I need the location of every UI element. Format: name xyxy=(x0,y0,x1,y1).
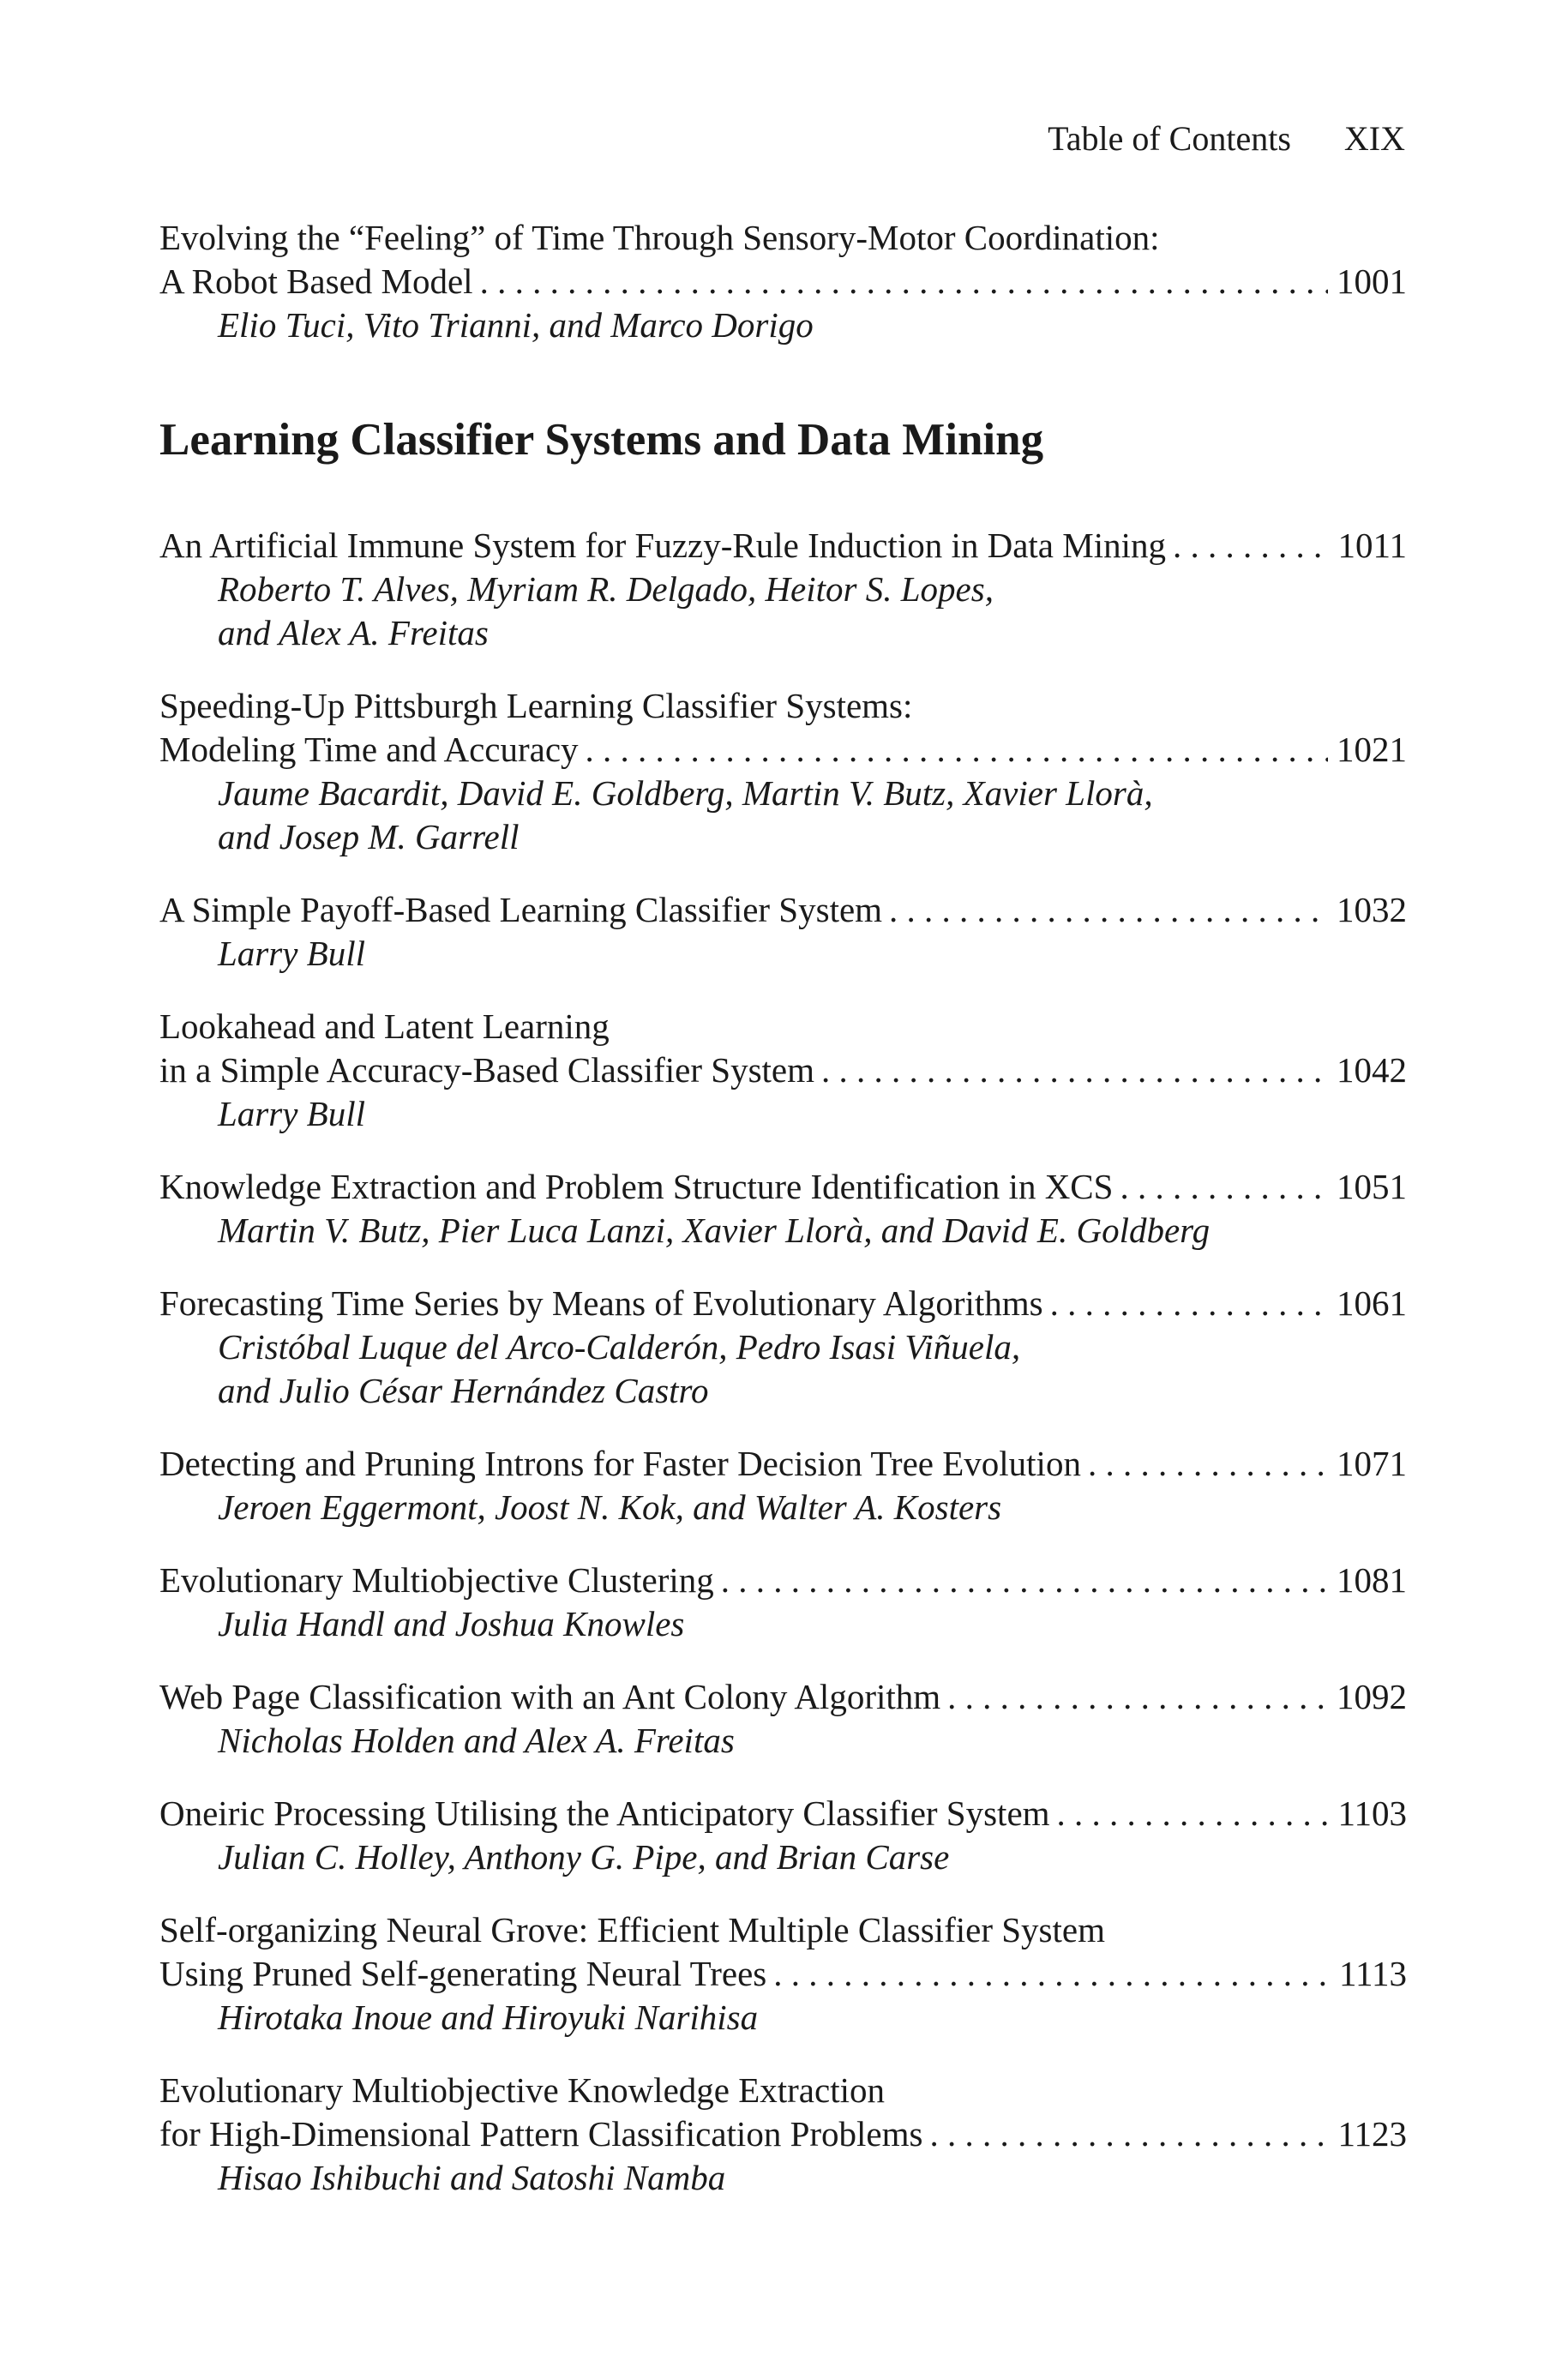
toc-entry-title: Evolutionary Multiobjective Clustering xyxy=(159,1560,714,1600)
dot-leader xyxy=(889,888,1328,932)
toc-entry-title-line xyxy=(159,2069,1407,2112)
toc-entry-title: Self-organizing Neural Grove: Efficient Multiple Classifier System xyxy=(159,1910,1105,1949)
toc-entry-title: Using Pruned Self-generating Neural Trees xyxy=(159,1954,767,1993)
toc-entry-authors: and Julio César Hernández Castro xyxy=(218,1371,709,1410)
toc-entry-authors: Elio Tuci, Vito Trianni, and Marco Dorigo xyxy=(218,305,814,345)
toc-entry[interactable] xyxy=(159,1908,1407,2040)
toc-entry-title: Evolving the “Feeling” of Time Through Sensory-Motor Coordination: xyxy=(159,218,1160,257)
dot-leader xyxy=(773,1952,1331,1996)
toc-entry[interactable] xyxy=(159,684,1407,859)
toc-entry[interactable] xyxy=(159,216,1407,347)
toc-entry-page-number: 1051 xyxy=(1337,1167,1407,1206)
toc-entry-title: Forecasting Time Series by Means of Evolutionary Algorithms xyxy=(159,1283,1043,1323)
dot-leader xyxy=(1088,1442,1328,1486)
toc-entry[interactable] xyxy=(159,1792,1407,1879)
dot-leader xyxy=(1050,1282,1328,1325)
toc-entry-title: in a Simple Accuracy-Based Classifier System xyxy=(159,1050,815,1090)
toc-entry[interactable] xyxy=(159,1442,1407,1529)
toc-entry-title: Web Page Classification with an Ant Colony Algorithm xyxy=(159,1677,941,1716)
toc-entry-title: Detecting and Pruning Introns for Faster Decision Tree Evolution xyxy=(159,1444,1081,1483)
toc-entry-title-line xyxy=(159,1048,1407,1092)
toc-entry-page-number: 1103 xyxy=(1337,1793,1407,1833)
toc-entry-title-line xyxy=(159,216,1407,260)
toc-entry-title: Lookahead and Latent Learning xyxy=(159,1006,610,1046)
toc-entry-authors: Jaume Bacardit, David E. Goldberg, Martin V. Butz, Xavier Llorà, xyxy=(218,773,1153,813)
toc-entry-authors: Martin V. Butz, Pier Luca Lanzi, Xavier Llorà, and David E. Goldberg xyxy=(218,1211,1211,1250)
toc-entry-page-number: 1071 xyxy=(1337,1444,1407,1483)
toc-entry[interactable] xyxy=(159,1165,1407,1253)
toc-entry-title-line xyxy=(159,1005,1407,1048)
toc-entry-authors: Cristóbal Luque del Arco-Calderón, Pedro Isasi Viñuela, xyxy=(218,1327,1021,1367)
toc-entry-page-number: 1011 xyxy=(1337,526,1407,565)
toc-entry-title-line xyxy=(159,260,1407,303)
toc-entry-title-line xyxy=(159,1908,1407,1952)
dot-leader xyxy=(721,1559,1328,1602)
toc-entry-title-line xyxy=(159,1282,1407,1325)
dot-leader xyxy=(821,1048,1328,1092)
toc-entry-title: A Robot Based Model xyxy=(159,261,473,301)
toc-entry-page-number: 1081 xyxy=(1337,1560,1407,1600)
toc-entry-title: Speeding-Up Pittsburgh Learning Classifier Systems: xyxy=(159,686,913,725)
toc-entry-page-number: 1061 xyxy=(1337,1283,1407,1323)
dot-leader xyxy=(480,260,1328,303)
toc-entry-authors: and Alex A. Freitas xyxy=(218,613,489,652)
dot-leader xyxy=(929,2112,1329,2156)
dot-leader xyxy=(1173,524,1330,568)
toc-entry-title: A Simple Payoff-Based Learning Classifier System xyxy=(159,890,883,929)
toc-entry-authors: Julia Handl and Joshua Knowles xyxy=(218,1604,685,1643)
toc-entry-title-line xyxy=(159,1559,1407,1602)
toc-entry-title: Evolutionary Multiobjective Knowledge Extraction xyxy=(159,2070,885,2110)
toc-entry-authors: Roberto T. Alves, Myriam R. Delgado, Heitor S. Lopes, xyxy=(218,569,994,609)
dot-leader xyxy=(586,728,1328,772)
toc-entry-title: for High-Dimensional Pattern Classification Problems xyxy=(159,2114,923,2154)
toc-entry[interactable] xyxy=(159,888,1407,976)
toc-entry-title-line xyxy=(159,684,1407,728)
toc-content xyxy=(159,216,1407,2229)
toc-entry[interactable] xyxy=(159,1005,1407,1136)
dot-leader xyxy=(1120,1165,1328,1209)
toc-entry-authors: Julian C. Holley, Anthony G. Pipe, and Brian Carse xyxy=(218,1837,950,1877)
toc-entry-title-line xyxy=(159,888,1407,932)
section-heading: Learning Classifier Systems and Data Mining xyxy=(159,415,1044,465)
dot-leader xyxy=(947,1675,1328,1719)
toc-entry[interactable] xyxy=(159,1282,1407,1413)
toc-entry-title-line xyxy=(159,1442,1407,1486)
toc-entry-authors: and Josep M. Garrell xyxy=(218,817,520,856)
toc-entry-authors: Jeroen Eggermont, Joost N. Kok, and Walter A. Kosters xyxy=(218,1487,1002,1527)
toc-entry-page-number: 1092 xyxy=(1337,1677,1407,1716)
toc-entry-page-number: 1001 xyxy=(1337,261,1407,301)
toc-entry-authors: Hirotaka Inoue and Hiroyuki Narihisa xyxy=(218,1998,759,2037)
toc-entry[interactable] xyxy=(159,524,1407,655)
toc-entry-title: An Artificial Immune System for Fuzzy-Rule Induction in Data Mining xyxy=(159,526,1166,565)
toc-entry-authors: Hisao Ishibuchi and Satoshi Namba xyxy=(218,2158,726,2197)
toc-entry-page-number: 1113 xyxy=(1339,1954,1407,1993)
toc-entry-page-number: 1032 xyxy=(1337,890,1407,929)
running-head-title: Table of Contents xyxy=(1048,119,1291,158)
toc-entry-title-line xyxy=(159,1952,1407,1996)
toc-entry[interactable] xyxy=(159,1675,1407,1763)
dot-leader xyxy=(1057,1792,1330,1835)
toc-entry-authors: Nicholas Holden and Alex A. Freitas xyxy=(218,1721,735,1760)
toc-entry-title-line xyxy=(159,1792,1407,1835)
toc-first-entry-slot xyxy=(159,216,1407,347)
toc-entry-title-line xyxy=(159,524,1407,568)
toc-entry-title-line xyxy=(159,1675,1407,1719)
toc-entry-authors: Larry Bull xyxy=(218,1094,365,1133)
toc-entry-page-number: 1021 xyxy=(1337,730,1407,769)
running-head-page-number: XIX xyxy=(1343,119,1405,158)
toc-entry-title-line xyxy=(159,2112,1407,2156)
toc-entry-list xyxy=(159,524,1407,2200)
toc-entry-title-line xyxy=(159,1165,1407,1209)
toc-entry-title: Modeling Time and Accuracy xyxy=(159,730,579,769)
toc-entry-page-number: 1042 xyxy=(1337,1050,1407,1090)
toc-entry-title: Oneiric Processing Utilising the Anticipatory Classifier System xyxy=(159,1793,1050,1833)
toc-entry-page-number: 1123 xyxy=(1337,2114,1407,2154)
toc-entry[interactable] xyxy=(159,1559,1407,1646)
toc-entry-authors: Larry Bull xyxy=(218,934,365,973)
toc-entry-title-line xyxy=(159,728,1407,772)
toc-entry[interactable] xyxy=(159,2069,1407,2200)
toc-entry-title: Knowledge Extraction and Problem Structure Identification in XCS xyxy=(159,1167,1114,1206)
running-head xyxy=(1048,118,1405,159)
